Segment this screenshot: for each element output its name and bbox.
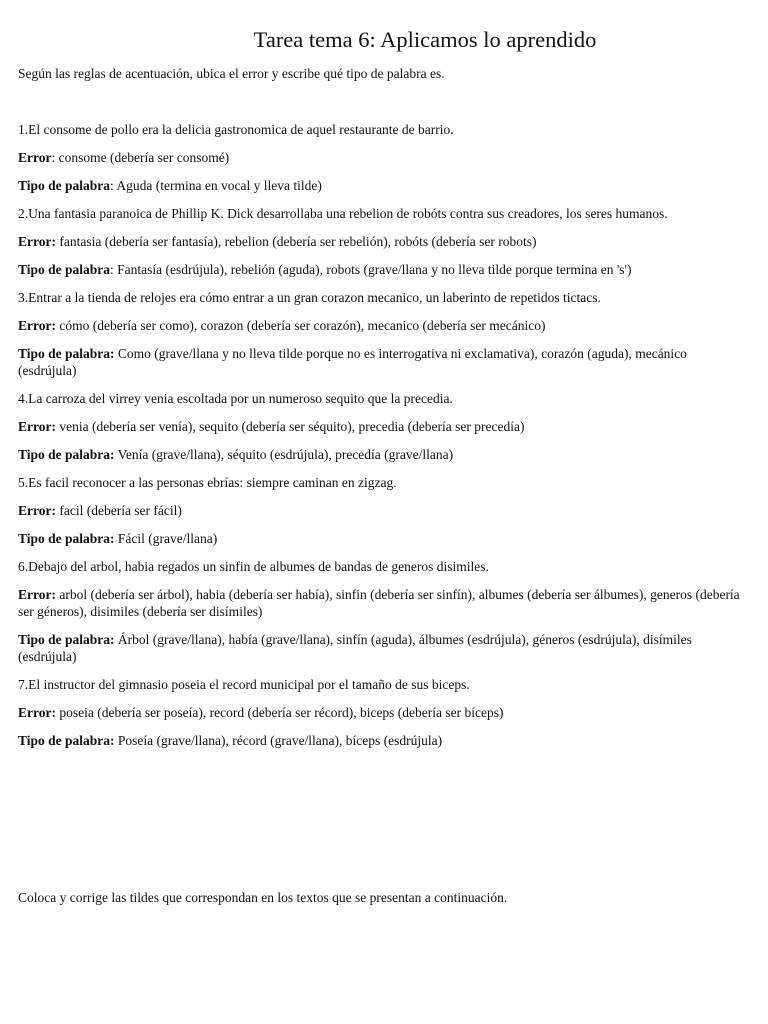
exercise-sentence: 5.Es facil reconocer a las personas ebrías: siempre caminan en zigzag. — [18, 475, 397, 490]
error-line — [18, 586, 748, 620]
error-line — [18, 317, 748, 334]
word-type-text: Venía (grave/llana), séquito (esdrújula), precedía (grave/llana) — [114, 447, 454, 462]
error-text: facil (debería ser fácil) — [55, 503, 182, 518]
exercise-sentence: 1.El consome de pollo era la delicia gastronomica de aquel restaurante de barrio. — [18, 122, 454, 137]
word-type-line — [18, 345, 748, 379]
word-type-line — [18, 732, 748, 749]
word-type-label: Tipo de palabra: — [18, 632, 115, 647]
word-type-label: Tipo de palabra — [18, 262, 111, 277]
error-label: Error: — [18, 318, 56, 333]
error-text: cómo (debería ser como), corazon (debería ser corazón), mecanico (debería ser mecánico) — [55, 318, 546, 333]
word-type-text: : Fantasía (esdrújula), rebelión (aguda), robots (grave/llana y no lleva tilde porque termina en 's') — [110, 262, 632, 277]
word-type-text: Poseía (grave/llana), récord (grave/llana), bíceps (esdrújula) — [114, 733, 443, 748]
error-label: Error: — [18, 234, 56, 249]
exercise-list — [18, 121, 748, 760]
error-text: arbol (debería ser árbol), habia (debería ser había), sinfin (debería ser sinfín), albumes (debería ser álbumes), generos (debería ser géneros), disimiles (debería ser disímiles) — [18, 587, 740, 619]
word-type-label: Tipo de palabra: — [18, 733, 115, 748]
word-type-label: Tipo de palabra: — [18, 346, 115, 361]
exercise-sentence: 2.Una fantasia paranoica de Phillip K. Dick desarrollaba una rebelion de robóts contra sus creadores, los seres humanos. — [18, 206, 668, 221]
error-label: Error: — [18, 705, 56, 720]
word-type-line — [18, 177, 748, 194]
exercise-sentence: 4.La carroza del virrey venia escoltada por un numeroso sequito que la precedia. — [18, 391, 453, 406]
error-text: : consome (debería ser consomé) — [51, 150, 230, 165]
error-label: Error: — [18, 587, 56, 602]
exercise-sentence: 7.El instructor del gimnasio poseia el record municipal por el tamaño de sus biceps. — [18, 677, 470, 692]
error-line — [18, 704, 748, 721]
error-line — [18, 149, 748, 166]
exercise-sentence: 6.Debajo del arbol, habia regados un sinfin de albumes de bandas de generos disimiles. — [18, 559, 489, 574]
error-label: Error: — [18, 503, 56, 518]
error-line — [18, 418, 748, 435]
error-label: Error: — [18, 419, 56, 434]
error-text: poseia (debería ser poseía), record (debería ser récord), biceps (debería ser bíceps) — [55, 705, 504, 720]
word-type-label: Tipo de palabra: — [18, 447, 115, 462]
error-line — [18, 233, 748, 250]
error-label: Error — [18, 150, 52, 165]
word-type-line — [18, 446, 748, 463]
word-type-line — [18, 261, 748, 278]
document-title: Tarea tema 6: Aplicamos lo aprendido — [253, 27, 597, 52]
exercise-sentence: 3.Entrar a la tienda de relojes era cómo entrar a un gran corazon mecanico, un laberinto de repetidos tictacs. — [18, 290, 601, 305]
error-line — [18, 502, 748, 519]
word-type-line — [18, 530, 748, 547]
error-text: venia (debería ser venía), sequito (debería ser séquito), precedia (debería ser precedía) — [55, 419, 525, 434]
closing-instructions: Coloca y corrige las tildes que correspondan en los textos que se presentan a continuación. — [18, 890, 508, 905]
word-type-label: Tipo de palabra: — [18, 531, 115, 546]
word-type-text: Fácil (grave/llana) — [114, 531, 218, 546]
instructions: Según las reglas de acentuación, ubica el error y escribe qué tipo de palabra es. — [18, 66, 445, 81]
word-type-label: Tipo de palabra — [18, 178, 111, 193]
error-text: fantasia (debería ser fantasía), rebelion (debería ser rebelión), robóts (debería ser robots) — [55, 234, 537, 249]
word-type-text: Como (grave/llana y no lleva tilde porque no es interrogativa ni exclamativa), corazón (aguda), mecánico (esdrújula) — [18, 346, 687, 378]
word-type-line — [18, 631, 748, 665]
word-type-text: Árbol (grave/llana), había (grave/llana), sinfín (aguda), álbumes (esdrújula), géneros (esdrújula), disímiles (esdrújula) — [18, 632, 692, 664]
word-type-text: : Aguda (termina en vocal y lleva tilde) — [110, 178, 322, 193]
